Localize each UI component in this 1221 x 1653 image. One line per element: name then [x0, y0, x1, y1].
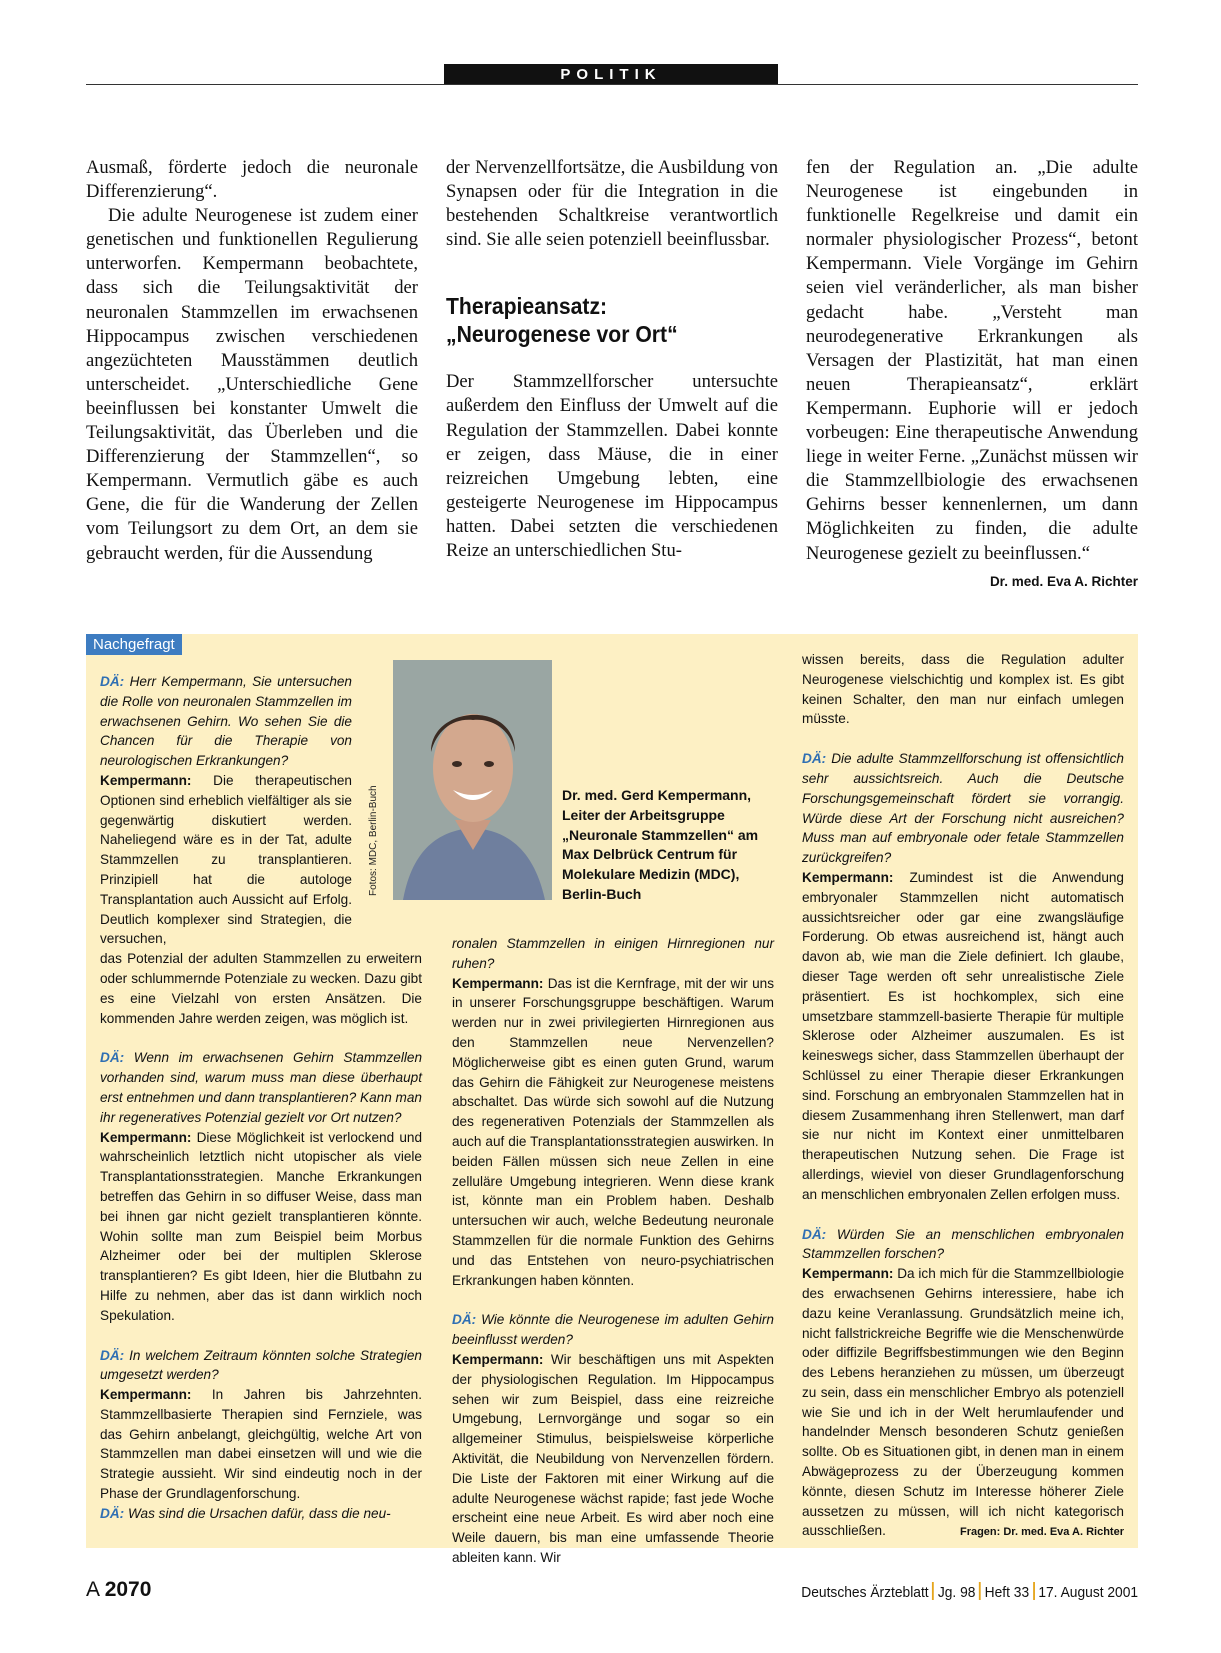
question-text: Wenn im erwachsenen Gehirn Stammzellen vorhanden sind, warum muss man diese überhaupt erst entnehmen und dann transplantieren? Kann man ihr regeneratives Potenzial gezielt vor Ort nutzen?: [100, 1050, 423, 1125]
article-paragraph: Ausmaß, förderte jedoch die neuronale Differenzierung“.: [86, 157, 418, 203]
interview-narrow-block: [100, 672, 352, 949]
article-column-1: [86, 156, 418, 566]
answer-text: Die therapeutischen Optionen sind erheblich vielfältiger als sie gegenwärtig diskutiert werden. Naheliegend wäre es in der Tat, adulte Stammzellen zu transplantieren. Prinzipiell hat die autologe Transplantation auch Aussicht auf Erfolg. Deutlich komplexer sind Strategien, die versuchen,: [100, 772, 352, 947]
journal-volume: Jg. 98: [937, 1584, 976, 1601]
interview-answer: [100, 1385, 422, 1504]
photo-credit: Fotos: MDC, Berlin-Buch: [368, 785, 379, 896]
header-rule: [86, 84, 1138, 85]
speaker-label: Kempermann:: [100, 772, 192, 788]
question-label: DÄ:: [452, 1312, 477, 1328]
section-label: POLITIK: [444, 64, 778, 85]
answer-text: Da ich mich für die Stammzellbiologie des erwachsenen Gehirns interessiere, habe ich dazu keine Veranlassung. Grundsätzlich meine ich, nicht fallstrickreiche Begriffe wie die Menschenwürde oder diffizile Begriffsbestimmungen wie den Beginn des Lebens heranziehen zu müssen, um überzeugt zu sein, dass ein menschlicher Embryo als potenziell wie Sie und ich in der Welt herumlaufender und handelnder Mensch besonderen Schutz genießen sollte. Ob es Situationen gibt, in denen man in einem Abwägeprozess zu der Überzeugung kommen könnte, diesen Schutz im Interesse höherer Ziele aussetzen zu müssen, will ich nicht kategorisch ausschließen.: [802, 1266, 1125, 1539]
interview-question: [802, 1225, 1124, 1265]
speaker-label: Kempermann:: [802, 869, 894, 885]
question-text: In welchem Zeitraum könnten solche Strategien umgesetzt werden?: [100, 1347, 422, 1383]
question-text: Die adulte Stammzellforschung ist offensichtlich sehr aussichtsreich. Auch die Deutsche Forschungsgemeinschaft fördert sie vorrangig. Würde diese Art der Forschung nicht ausreichen? Muss man auf embryonale oder fetale Stammzellen zurückgreifen?: [802, 751, 1124, 866]
interview-question: [100, 1048, 422, 1127]
answer-text: Zumindest ist die Anwendung embryonaler Stammzellen nicht automatisch aussichtsreicher oder gar eine zwangsläufige Forderung. Ob etwas ausreichend ist, hängt auch davon ab, wie man die Ziele definiert. Ich glaube, dieser Tage werden oft sehr unrealistische Ziele präsentiert. Es ist hochkomplex, sich eine umsetzbare stammzell-basierte Therapie für multiple Sklerose oder Alzheimer auszumalen. Es ist keineswegs sicher, dass Stammzellen überhaupt der Schlüssel zu einer Therapie dieser Erkrankungen sind. Forschung an embryonalen Stammzellen hat in diesem Zusammenhang ihren Stellenwert, man darf sie nur nicht im Kontext einer unmittelbaren therapeutischen Nutzung sehen. Die Frage ist allerdings, wieviel von dieser Grundlagenforschung an menschlichen embryonalen Zellen erfolgen muss.: [802, 869, 1124, 1202]
footer-separator: [1033, 1582, 1035, 1600]
interview-answer: wissen bereits, dass die Regulation adulter Neurogenese vielschichtig und komplex ist. Es gibt keinen Schalter, den man nur einfach umlegen müsste.: [802, 652, 1124, 727]
subheading-line: Therapieansatz:: [446, 293, 608, 320]
page-number-value: 2070: [104, 1578, 152, 1601]
article-column-3: [806, 156, 1138, 594]
speaker-label: Kempermann:: [100, 1387, 192, 1403]
interview-question: ronalen Stammzellen in einigen Hirnregionen nur ruhen?: [452, 936, 774, 971]
page-number: [86, 1578, 151, 1602]
interview-answer: [802, 868, 1124, 1205]
speaker-label: Kempermann:: [100, 1129, 192, 1145]
interview-answer: [100, 1128, 422, 1326]
answer-text: Wir beschäftigen uns mit Aspekten der physiologischen Regulation. Im Hippocampus sehen wir zum Beispiel, dass eine reizreiche Umgebung, Lernvorgänge und sogar so ein allgemeiner Stimulus, beispielsweise körperliche Aktivität, die Neubildung von Nervenzellen fördern. Die Liste der Faktoren mit einer Wirkung auf die adulte Neurogenese wächst rapide; fast jede Woche erscheint eine neue Arbeit. Es wird aber noch eine Weile dauern, bis man eine umfassende Theorie ableiten kann. Wir: [452, 1351, 774, 1565]
subheading-line: „Neurogenese vor Ort“: [446, 321, 678, 348]
question-label: DÄ:: [100, 674, 125, 689]
interview-answer: das Potenzial der adulten Stammzellen zu erweitern oder schlummernde Potenziale zu wecken. Dazu gibt es eine Vielzahl von ersten Ansätzen. Die kommenden Jahre werden zeigen, was möglich ist.: [100, 951, 422, 1026]
interview-question: [100, 1504, 422, 1524]
interview-question: [100, 672, 352, 771]
interview-column-3: [802, 650, 1124, 1543]
interview-column-2: [452, 934, 774, 1568]
answer-text: Diese Möglichkeit ist verlockend und wahrscheinlich letztlich nicht utopischer als viele Transplantationsstrategien. Manche Erkrankungen betreffen das Gehirn in so diffuser Weise, dass man bei ihnen gar nicht gezielt transplantieren könnte. Wohin sollte man zum Beispiel beim Morbus Alzheimer oder bei der multiplen Sklerose transplantieren? Es gibt Ideen, hier die Blutbahn zu Hilfe zu nehmen, aber das ist dann wirklich noch Spekulation.: [100, 1129, 422, 1323]
article-text: fen der Regulation an. „Die adulte Neurogenese ist eingebunden in funktionelle Regelkreise und damit ein normaler physiologischer Prozess“, betont Kempermann. Viele Vorgänge im Gehirn seien viel veränderlicher, als man bisher gedacht habe. „Versteht man neurodegenerative Erkrankungen als Versagen der Plastizität, hat man einen neuen Therapieansatz“, erklärt Kempermann. Euphorie will er jedoch vorbeugen: Eine therapeutische Anwendung liege in weiter Ferne. „Zunächst müssen wir die Stammzellbiologie des erwachsenen Gehirns besser kennenlernen, um dann Möglichkeiten zu finden, die adulte Neurogenese gezielt zu beeinflussen.“: [806, 157, 1138, 564]
interview-answer: [452, 1350, 774, 1568]
speaker-label: Kempermann:: [452, 975, 544, 991]
page-prefix: A: [86, 1578, 99, 1601]
speaker-label: Kempermann:: [802, 1266, 894, 1282]
photo-caption: Dr. med. Gerd Kempermann, Leiter der Arbeitsgruppe „Neuronale Stammzellen“ am Max Delbrück Centrum für Molekulare Medizin (MDC), Berlin-Buch: [562, 787, 759, 902]
journal-issue: Heft 33: [984, 1584, 1030, 1601]
question-label: DÄ:: [100, 1505, 125, 1521]
interview-answer: [802, 1264, 1124, 1541]
interview-column-1: [100, 672, 422, 1524]
question-text: Herr Kempermann, Sie untersuchen die Rolle von neuronalen Stammzellen im erwachsenen Gehirn. Wo sehen Sie die Chancen für die Therapie von neurologischen Erkrankungen?: [100, 674, 352, 769]
speaker-label: Kempermann:: [452, 1351, 544, 1367]
journal-footer: [801, 1582, 1138, 1601]
article-paragraph: [806, 156, 1138, 589]
question-text: Würden Sie an menschlichen embryonalen Stammzellen forschen?: [802, 1226, 1124, 1262]
interview-tag: Nachgefragt: [86, 634, 182, 655]
interview-answer: [452, 974, 774, 1291]
question-text: Wie könnte die Neurogenese im adulten Gehirn beeinflusst werden?: [452, 1312, 774, 1348]
question-label: DÄ:: [802, 1226, 827, 1242]
article-column-2: [446, 156, 778, 563]
article-paragraph: Die adulte Neurogenese ist zudem einer genetischen und funktionellen Regulierung unterworfen. Kempermann beobachtete, dass sich die Teilungsaktivität der neuronalen Stammzellen im erwachsenen Hippocampus zwischen verschiedenen angezüchteten Mausstämmen deutlich unterscheidet. „Unterschiedliche Gene beeinflussen bei konstanter Umwelt die Teilungsaktivität, das Überleben und die Differenzierung der Stammzellen“, so Kempermann. Vermutlich gäbe es auch Gene, die für die Wanderung der Zellen vom Teilungsort zu dem Ort, an dem sie gebraucht werden, für die Aussendung: [86, 205, 418, 564]
article-byline: Dr. med. Eva A. Richter: [989, 573, 1138, 589]
journal-date: 17. August 2001: [1038, 1584, 1138, 1601]
question-label: DÄ:: [100, 1050, 125, 1066]
article-subheading: [446, 292, 751, 348]
interview-question: [100, 1346, 422, 1386]
interview-answer: [100, 771, 352, 949]
footer-separator: [932, 1582, 934, 1600]
question-label: DÄ:: [802, 751, 827, 767]
interview-question: [452, 1310, 774, 1350]
journal-name: Deutsches Ärzteblatt: [801, 1584, 929, 1601]
interview-question: [802, 749, 1124, 868]
question-label: DÄ:: [100, 1347, 125, 1363]
interview-signature: Fragen: Dr. med. Eva A. Richter: [959, 1526, 1124, 1539]
article-paragraph: Der Stammzellforscher untersuchte außerdem den Einfluss der Umwelt auf die Regulation der Stammzellen. Dabei konnte er zeigen, dass Mäuse, die in einer reizreichen Umgebung lebten, eine gesteigerte Neurogenese im Hippocampus hatten. Dabei setzten die verschiedenen Reize an unterschiedlichen Stu-: [446, 371, 778, 562]
article-paragraph: der Nervenzellfortsätze, die Ausbildung von Synapsen oder für die Integration in die bestehenden Schaltkreise verantwortlich sind. Sie alle seien potenziell beeinflussbar.: [446, 157, 778, 251]
answer-text: Das ist die Kernfrage, mit der wir uns in unserer Forschungsgruppe beschäftigen. Warum werden nur in zwei privilegierten Hirnregionen aus den Stammzellen neue Nervenzellen? Möglicherweise gibt es einen guten Grund, warum das Gehirn die Fähigkeit zur Neurogenese meistens abschaltet. Das würde sich sowohl auf die Nutzung des regenerativen Potenzials der Stammzellen als auch auf die Transplantationsstrategien auswirken. In beiden Fällen müssen sich neue Zellen in eine zelluläre Umgebung integrieren. Wenn diese krank ist, könnte man ein Problem haben. Deshalb untersuchen wir auch, welche Bedeutung neuronale Stammzellen für die normale Funktion des Gehirns und das Entstehen von neuro-psychiatrischen Erkrankungen haben könnten.: [452, 975, 775, 1288]
footer-separator: [979, 1582, 981, 1600]
question-text: Was sind die Ursachen dafür, dass die neu-: [127, 1505, 391, 1521]
answer-text: In Jahren bis Jahrzehnten. Stammzellbasierte Therapien sind Fernziele, was das Gehirn anbelangt, gleichgültig, welche Art von Stammzellen man dabei einsetzen will und wie die Strategie aussieht. Wir sind eindeutig noch in der Phase der Grundlagenforschung.: [100, 1387, 422, 1502]
